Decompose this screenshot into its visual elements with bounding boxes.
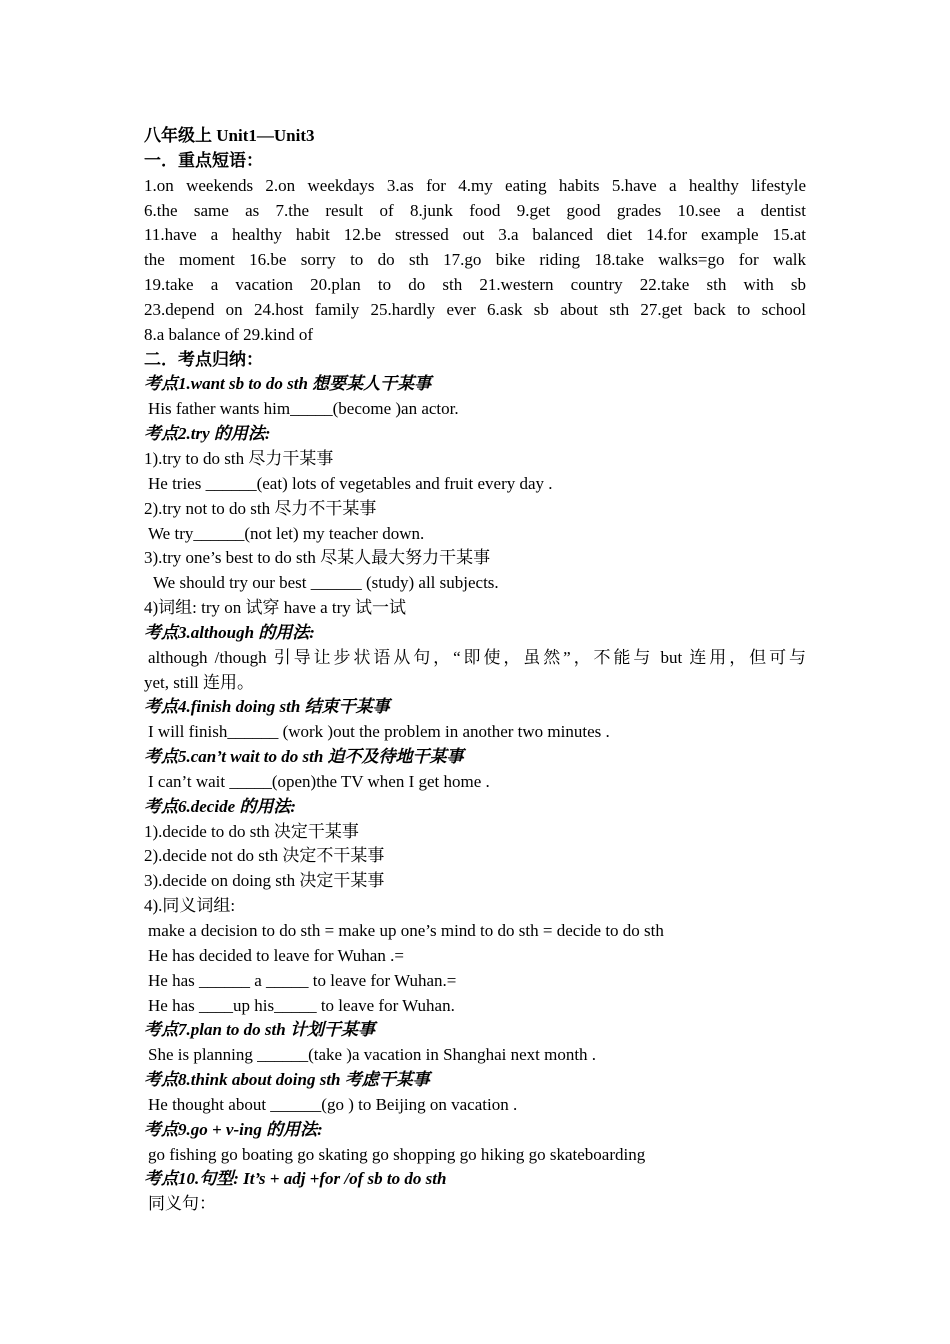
- exercise-line: He has decided to leave for Wuhan .=: [148, 945, 404, 965]
- point-title: 考点8.think about doing sth 考虑干某事: [144, 1070, 430, 1090]
- usage-line: 1).try to do sth 尽力干某事: [144, 448, 334, 468]
- usage-line: 2).decide not do sth 决定不干某事: [144, 846, 385, 866]
- usage-line: 3).try one’s best to do sth 尽某人最大努力干某事: [144, 548, 491, 568]
- phrase-line: 6.the same as 7.the result of 8.junk food 9.get good grades 10.see a dentist: [144, 200, 806, 220]
- usage-line: yet, still 连用。: [144, 672, 255, 692]
- point-title: 考点9.go + v-ing 的用法:: [144, 1119, 323, 1139]
- point-title: 考点1.want sb to do sth 想要某人干某事: [144, 374, 432, 394]
- usage-line: go fishing go boating go skating go shopping go hiking go skateboarding: [148, 1144, 646, 1164]
- point-title: 考点6.decide 的用法:: [144, 796, 297, 816]
- point-title: 考点5.can’t wait to do sth 迫不及待地干某事: [144, 747, 464, 767]
- exercise-line: We should try our best ______ (study) all subjects.: [153, 573, 499, 593]
- point-title: 考点10.句型: It’s + adj +for /of sb to do sth: [144, 1169, 447, 1189]
- phrase-line: 19.take a vacation 20.plan to do sth 21.western country 22.take sth with sb: [144, 275, 806, 295]
- phrase-line: the moment 16.be sorry to do sth 17.go bike riding 18.take walks=go for walk: [144, 250, 806, 270]
- usage-line: 1).decide to do sth 决定干某事: [144, 821, 359, 841]
- usage-line: 3).decide on doing sth 决定干某事: [144, 871, 385, 891]
- exercise-line: His father wants him_____(become )an actor.: [148, 399, 459, 419]
- point-title: 考点3.although 的用法:: [144, 622, 315, 642]
- usage-line: 同义句：: [148, 1194, 216, 1214]
- usage-line: 2).try not to do sth 尽力不干某事: [144, 498, 377, 518]
- section-heading-phrases: 一．重点短语：: [144, 150, 263, 170]
- exercise-line: He has ______ a _____ to leave for Wuhan.=: [148, 970, 457, 990]
- exercise-line: I will finish______ (work )out the problem in another two minutes .: [148, 722, 610, 742]
- usage-line: although /though 引导让步状语从句，“即使，虽然”，不能与 but 连用，但可与: [148, 647, 806, 667]
- section-heading-points: 二．考点归纳：: [144, 349, 263, 369]
- exercise-line: He tries ______(eat) lots of vegetables and fruit every day .: [148, 473, 553, 493]
- phrase-line: 23.depend on 24.host family 25.hardly ever 6.ask sb about sth 27.get back to school: [144, 299, 806, 319]
- phrase-line: 1.on weekends 2.on weekdays 3.as for 4.my eating habits 5.have a healthy lifestyle: [144, 175, 806, 195]
- exercise-line: He has ____up his_____ to leave for Wuhan.: [148, 995, 455, 1015]
- usage-line: 4).同义词组:: [144, 896, 236, 916]
- document-page: [144, 124, 806, 1217]
- usage-line: 4)词组: try on 试穿 have a try 试一试: [144, 598, 407, 618]
- point-title: 考点2.try 的用法:: [144, 424, 271, 444]
- phrase-line: 8.a balance of 29.kind of: [144, 324, 313, 344]
- exercise-line: He thought about ______(go ) to Beijing on vacation .: [148, 1094, 518, 1114]
- point-title: 考点4.finish doing sth 结束干某事: [144, 697, 390, 717]
- exercise-line: We try______(not let) my teacher down.: [148, 523, 425, 543]
- document-title: 八年级上 Unit1—Unit3: [144, 126, 315, 145]
- exercise-line: She is planning ______(take )a vacation in Shanghai next month .: [148, 1045, 597, 1065]
- exercise-line: I can’t wait _____(open)the TV when I get home .: [148, 771, 490, 791]
- phrase-line: 11.have a healthy habit 12.be stressed out 3.a balanced diet 14.for example 15.at: [144, 225, 806, 245]
- usage-line: make a decision to do sth = make up one’s mind to do sth = decide to do sth: [148, 921, 664, 940]
- point-title: 考点7.plan to do sth 计划干某事: [144, 1020, 375, 1040]
